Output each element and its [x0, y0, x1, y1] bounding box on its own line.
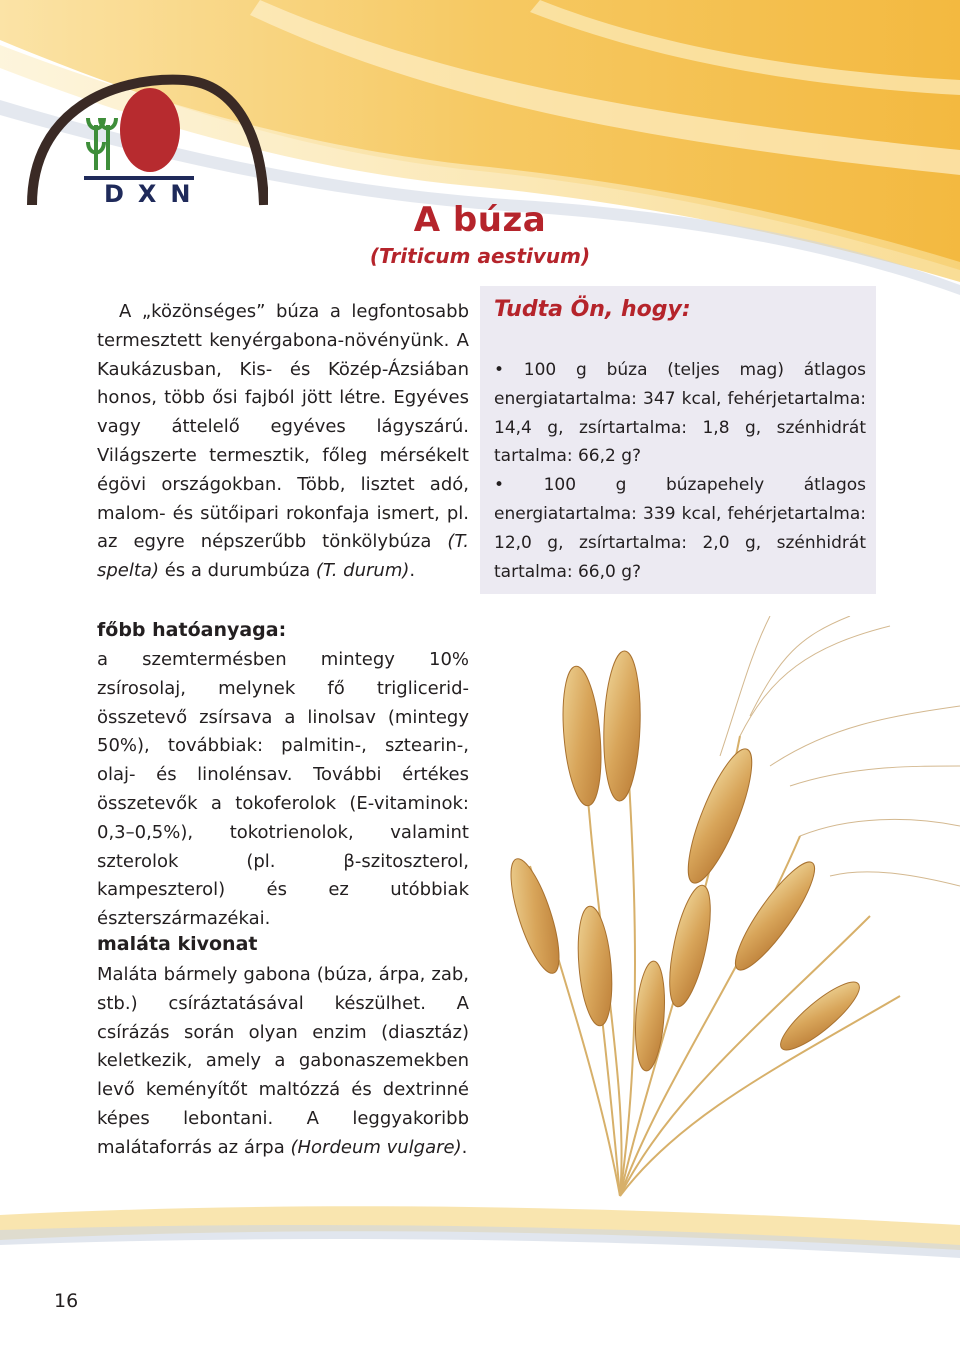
intro-paragraph	[97, 298, 469, 586]
page-number: 16	[54, 1290, 79, 1312]
malt-text: Maláta bármely gabona (búza, árpa, zab, stb.) csíráztatásával készülhet. A csírázás során olyan enzim (diasztáz) keletkezik, amely a gabonaszemekben levő keményítőt maltózzá és dextrinné képes lebontani. A leggyakoribb malátaforrás az árpa	[97, 964, 469, 1158]
leaf-icon	[88, 118, 116, 170]
facts-item: • 100 g búzapehely átlagos energiatartalma: 339 kcal, fehérjetartalma: 12,0 g, zsírtartalma: 2,0 g, szénhidrát tartalma: 66,0 g?	[494, 475, 866, 582]
section-text-malt	[97, 961, 469, 1163]
intro-italic-1: (T. spelta)	[97, 531, 469, 582]
malt-italic: (Hordeum vulgare)	[290, 1136, 462, 1158]
page-title: A búza	[413, 200, 547, 240]
wheat-image	[470, 616, 960, 1198]
facts-item: • 100 g búza (teljes mag) átlagos energiatartalma: 347 kcal, fehérjetartalma: 14,4 g, zsírtartalma: 1,8 g, szénhidrát tartalma: 66,2 g?	[494, 360, 866, 467]
section-text-active: a szemtermésben mintegy 10% zsírosolaj, melynek fő triglicerid-összetevő zsírsava a linolsav (mintegy 50%), továbbiak: palmitin-, sztearin-, olaj- és linolénsav. További értékes összetevők a tokoferolok (E-vitaminok: 0,3–0,5%), tokotrienolok, valamint szterolok (pl. β-szitoszterol, kampeszterol) és ez utóbbiak észterszármazékai.	[97, 649, 469, 930]
logo-text: DXN	[104, 180, 205, 208]
intro-text-1: A „közönséges” búza a legfontosabb termesztett kenyérgabona-növényünk. A Kaukázusban, Kis- és Közép-Ázsiában honos, több ősi fajból jött létre. Egyéves vagy áttelelő egyéves lágyszárú. Világszerte termesztik, főleg mérsékelt égövi országokban. Több, lisztet adó, malom- és sütőipari rokonfaja ismert, pl. az egyre népszerűbb tönkölybúza	[97, 301, 469, 553]
facts-list	[494, 356, 866, 586]
intro-text-2: és a durumbúza	[159, 560, 316, 582]
facts-title: Tudta Ön, hogy:	[494, 297, 691, 322]
intro-italic-2: (T. durum)	[315, 560, 410, 582]
section-heading-malt: maláta kivonat	[97, 933, 258, 955]
malt-end: .	[461, 1136, 468, 1158]
page-subtitle: (Triticum aestivum)	[369, 244, 591, 268]
footer-decoration	[0, 1190, 960, 1280]
section-heading-active: főbb hatóanyaga:	[97, 619, 287, 641]
intro-text-3: .	[409, 560, 416, 582]
